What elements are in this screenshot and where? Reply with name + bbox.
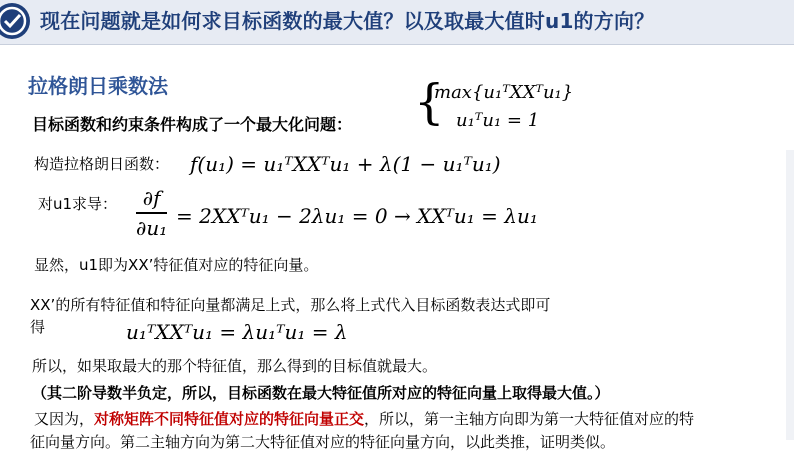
eigen-statement: 显然，u1即为XX’特征值对应的特征向量。 [34, 256, 319, 274]
header-divider [0, 44, 794, 45]
slide-edge-strip [786, 150, 794, 440]
check-logo-icon [0, 3, 30, 39]
substitute-line-1: XX’的所有特征值和特征向量都满足上式，那么将上式代入目标函数表达式即可 [30, 296, 551, 314]
final-suffix: ，所以，第一主轴方向即为第一大特征值对应的特 [364, 410, 695, 428]
constraint-brace: { [414, 74, 445, 130]
final-line-1 [34, 408, 694, 429]
fraction-denominator: ∂u₁ [136, 215, 168, 240]
objective-formula: max{u₁ᵀXXᵀu₁} [434, 82, 574, 103]
derivative-label: 对u1求导： [38, 195, 118, 213]
final-line-2: 征向量方向。第二主轴方向为第二大特征值对应的特征向量方向，以此类推，证明类似。 [30, 433, 616, 451]
derivative-formula: = 2XXᵀu₁ − 2λu₁ = 0 → XXᵀu₁ = λu₁ [176, 204, 538, 228]
lagrange-formula: f(u₁) = u₁ᵀXXᵀu₁ + λ(1 − u₁ᵀu₁) [190, 152, 501, 176]
orthogonal-highlight: 对称矩阵不同特征值对应的特征向量正交 [94, 410, 365, 428]
lagrange-label: 构造拉格朗日函数： [34, 155, 170, 173]
fraction-numerator: ∂f [142, 186, 161, 210]
substitute-line-2: 得 [30, 318, 46, 336]
slide-title: 现在问题就是如何求目标函数的最大值？以及取最大值时u1的方向？ [40, 9, 655, 33]
section-title: 拉格朗日乘数法 [28, 74, 168, 98]
constraint-formula: u₁ᵀu₁ = 1 [456, 110, 540, 131]
final-prefix: 又因为， [34, 410, 95, 428]
conclusion-text: 所以，如果取最大的那个特征值，那么得到的目标值就最大。 [32, 357, 438, 375]
slide-header [0, 0, 794, 44]
partial-derivative-fraction [136, 186, 167, 240]
problem-statement: 目标函数和约束条件构成了一个最大化问题： [32, 115, 353, 134]
second-derivative-note: （其二阶导数半负定，所以，目标函数在最大特征值所对应的特征向量上取得最大值。） [32, 384, 610, 402]
substitute-formula: u₁ᵀXXᵀu₁ = λu₁ᵀu₁ = λ [126, 320, 348, 344]
fraction-bar [136, 212, 167, 214]
